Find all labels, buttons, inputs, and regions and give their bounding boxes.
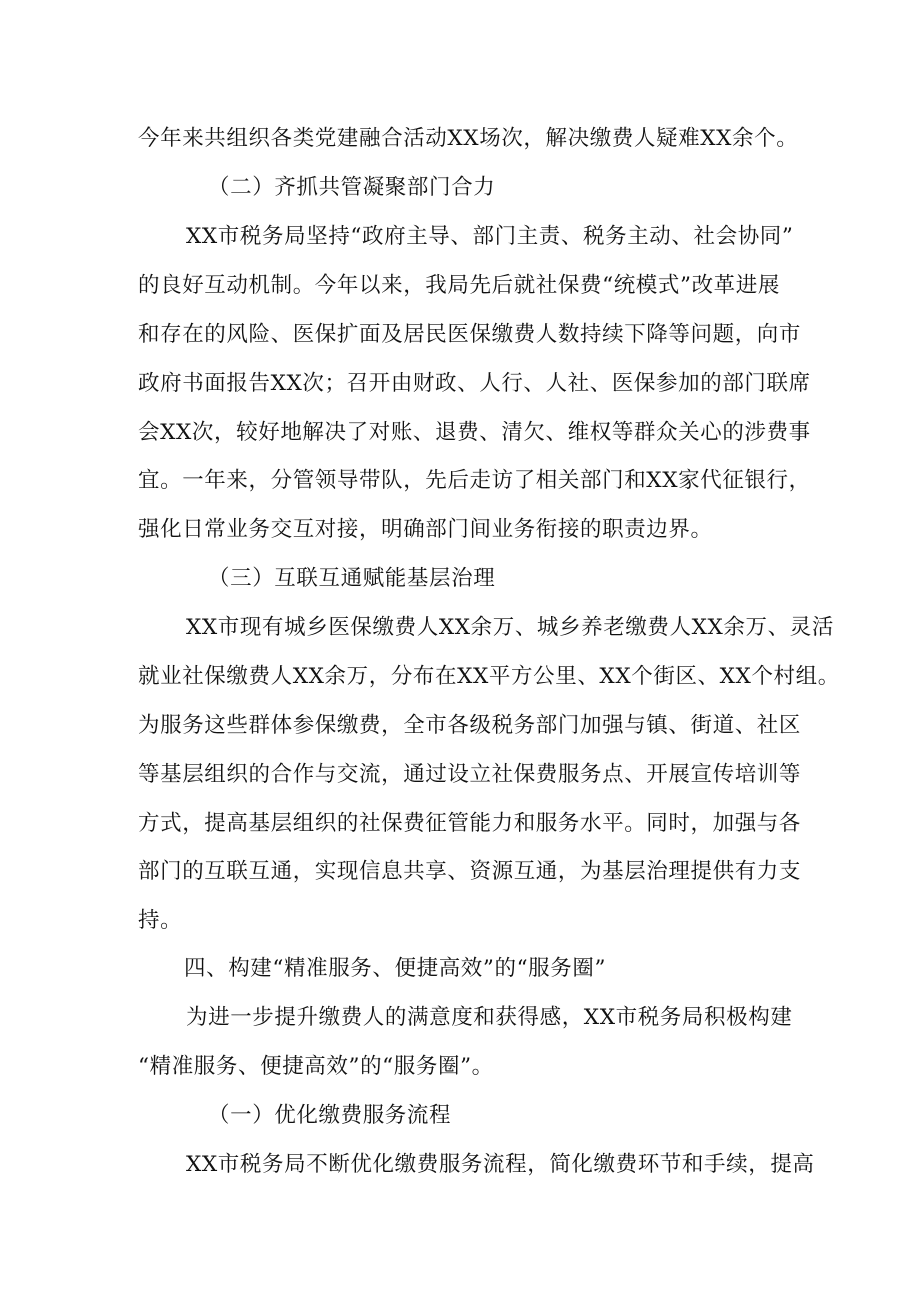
section-heading-4-1: （一）优化缴费服务流程 [208,1103,452,1128]
paragraph-line: 持。 [138,908,183,933]
paragraph-line: 的良好互动机制。今年以来，我局先后就社保费“统模式”改革进展 [138,273,780,298]
paragraph-line: “精准服务、便捷高效”的“服务圈”。 [138,1054,494,1079]
paragraph-line: 方式，提高基层组织的社保费征管能力和服务水平。同时，加强与各 [138,811,802,836]
section-heading-4: 四、构建“精准服务、便捷高效”的“服务圈” [184,956,607,981]
paragraph-line: 部门的互联互通，实现信息共享、资源互通，为基层治理提供有力支 [138,859,802,884]
paragraph-line: XX市税务局不断优化缴费服务流程，简化缴费环节和手续，提高 [186,1152,815,1177]
paragraph-line: XX市税务局坚持“政府主导、部门主责、税务主动、社会协同” [186,224,794,249]
paragraph-line: XX市现有城乡医保缴费人XX余万、城乡养老缴费人XX余万、灵活 [186,615,834,640]
section-heading-2: （二）齐抓共管凝聚部门合力 [208,175,496,200]
paragraph-line: 和存在的风险、医保扩面及居民医保缴费人数持续下降等问题，向市 [138,322,802,347]
paragraph-line: 就业社保缴费人XX余万，分布在XX平方公里、XX个街区、XX个村组。 [138,664,840,689]
section-heading-3: （三）互联互通赋能基层治理 [208,566,496,591]
paragraph-line: 会XX次，较好地解决了对账、退费、清欠、维权等群众关心的涉费事 [138,420,811,445]
paragraph-line: 为服务这些群体参保缴费，全市各级税务部门加强与镇、街道、社区 [138,713,802,738]
paragraph-line: 为进一步提升缴费人的满意度和获得感，XX市税务局积极构建 [186,1005,793,1030]
paragraph-line: 强化日常业务交互对接，明确部门间业务衔接的职责边界。 [138,517,713,542]
paragraph-line: 政府书面报告XX次；召开由财政、人行、人社、医保参加的部门联席 [138,371,811,396]
paragraph-line: 今年来共组织各类党建融合活动XX场次，解决缴费人疑难XX余个。 [138,126,799,151]
paragraph-line: 宜。一年来，分管领导带队，先后走访了相关部门和XX家代征银行， [138,468,811,493]
paragraph-line: 等基层组织的合作与交流，通过设立社保费服务点、开展宣传培训等 [138,762,802,787]
